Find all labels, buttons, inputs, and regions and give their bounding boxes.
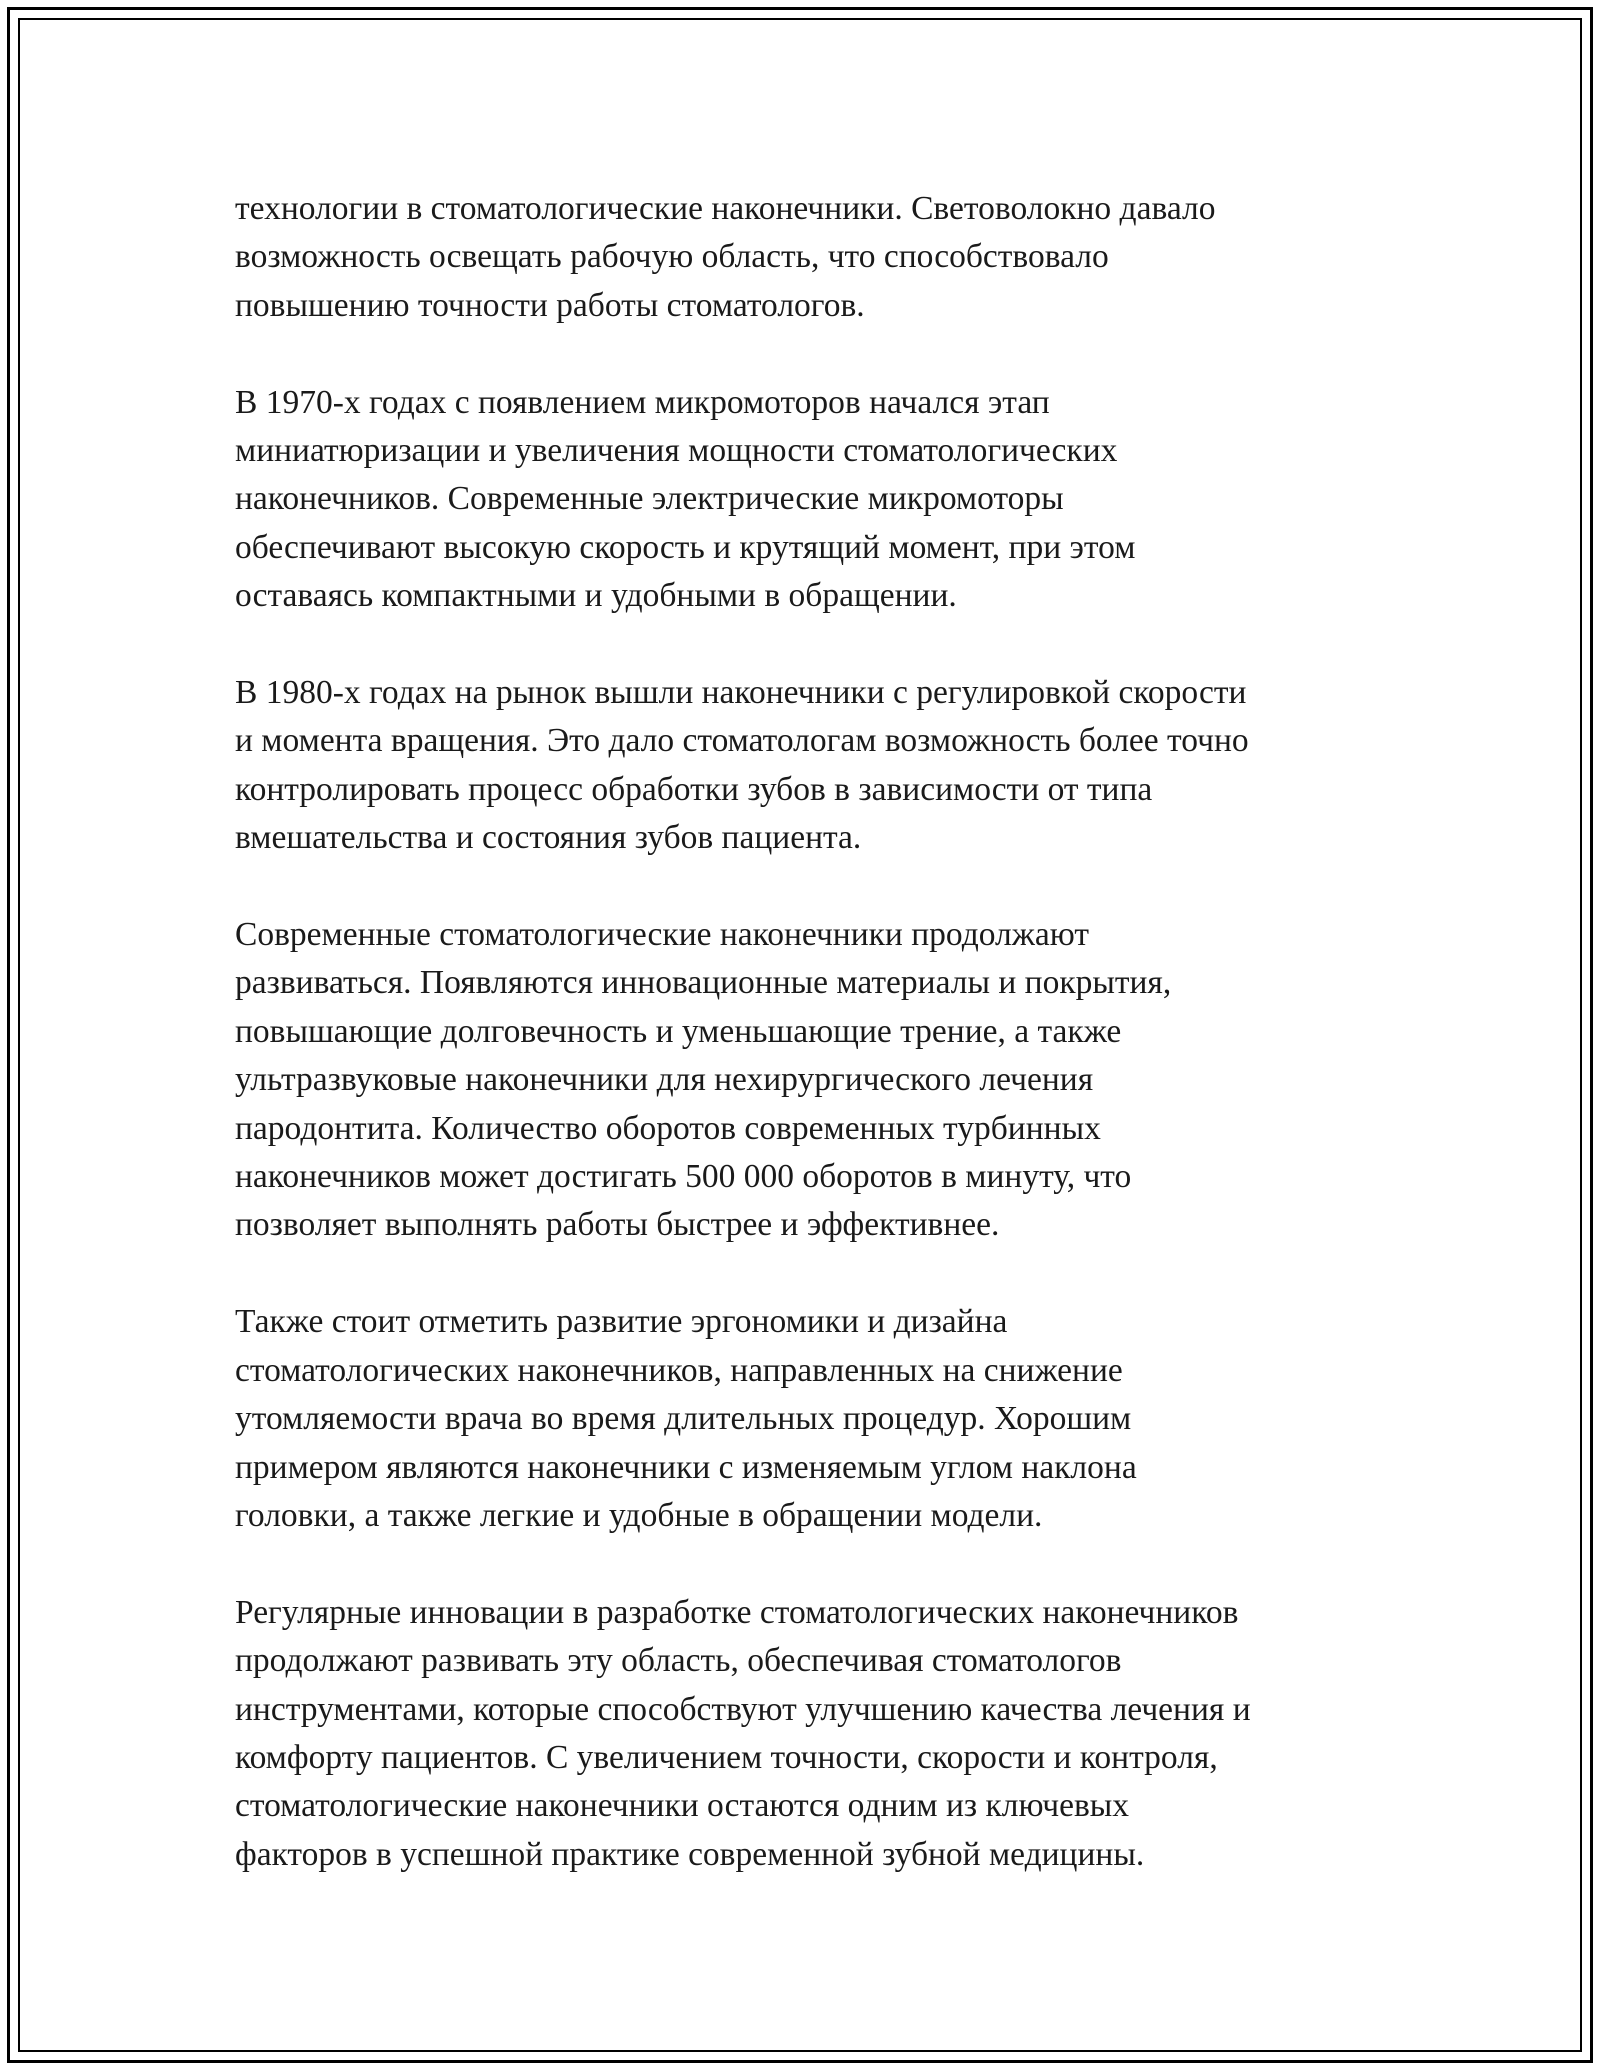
text-line: стоматологических наконечников, направленных на снижение	[235, 1351, 1123, 1389]
text-line: повышающие долговечность и уменьшающие трение, а также	[235, 1012, 1122, 1050]
text-line: продолжают развивать эту область, обеспечивая стоматологов	[235, 1642, 1122, 1680]
text-line: инструментами, которые способствуют улучшению качества лечения и	[235, 1690, 1251, 1728]
text-line: повышению точности работы стоматологов.	[235, 286, 865, 324]
text-line: наконечников. Современные электрические микромоторы	[235, 480, 1064, 518]
text-line: и момента вращения. Это дало стоматологам возможность более точно	[235, 722, 1249, 760]
text-line: наконечников может достигать 500 000 оборотов в минуту, что	[235, 1158, 1132, 1196]
document-body	[235, 185, 1415, 1928]
paragraph-6	[235, 1589, 1415, 1879]
text-line: примером являются наконечники с изменяемым углом наклона	[235, 1448, 1137, 1486]
text-line: развиваться. Появляются инновационные материалы и покрытия,	[235, 964, 1172, 1002]
paragraph-2	[235, 379, 1415, 621]
text-line: головки, а также легкие и удобные в обращении модели.	[235, 1496, 1043, 1534]
text-line: вмешательства и состояния зубов пациента.	[235, 819, 862, 857]
text-line: В 1980-х годах на рынок вышли наконечники с регулировкой скорости	[235, 674, 1247, 712]
text-line: позволяет выполнять работы быстрее и эффективнее.	[235, 1206, 1000, 1244]
text-line: утомляемости врача во время длительных процедур. Хорошим	[235, 1400, 1132, 1438]
text-line: ультразвуковые наконечники для нехирургического лечения	[235, 1061, 1094, 1099]
text-line: миниатюризации и увеличения мощности стоматологических	[235, 432, 1118, 470]
text-line: обеспечивают высокую скорость и крутящий момент, при этом	[235, 528, 1136, 566]
text-line: пародонтита. Количество оборотов современных турбинных	[235, 1109, 1101, 1147]
paragraph-3	[235, 669, 1415, 863]
text-line: оставаясь компактными и удобными в обращении.	[235, 577, 957, 615]
text-line: Современные стоматологические наконечники продолжают	[235, 916, 1090, 954]
text-line: возможность освещать рабочую область, что способствовало	[235, 238, 1109, 276]
paragraph-1	[235, 185, 1415, 330]
text-line: стоматологические наконечники остаются одним из ключевых	[235, 1787, 1130, 1825]
text-line: В 1970-х годах с появлением микромоторов начался этап	[235, 383, 1050, 421]
text-line: факторов в успешной практике современной зубной медицины.	[235, 1835, 1145, 1873]
text-line: Регулярные инновации в разработке стоматологических наконечников	[235, 1593, 1239, 1631]
text-line: комфорту пациентов. С увеличением точности, скорости и контроля,	[235, 1738, 1218, 1776]
paragraph-4	[235, 911, 1415, 1250]
text-line: технологии в стоматологические наконечники. Световолокно давало	[235, 190, 1216, 227]
text-line: Также стоит отметить развитие эргономики и дизайна	[235, 1303, 1008, 1341]
paragraph-5	[235, 1298, 1415, 1540]
text-line: контролировать процесс обработки зубов в зависимости от типа	[235, 770, 1153, 808]
